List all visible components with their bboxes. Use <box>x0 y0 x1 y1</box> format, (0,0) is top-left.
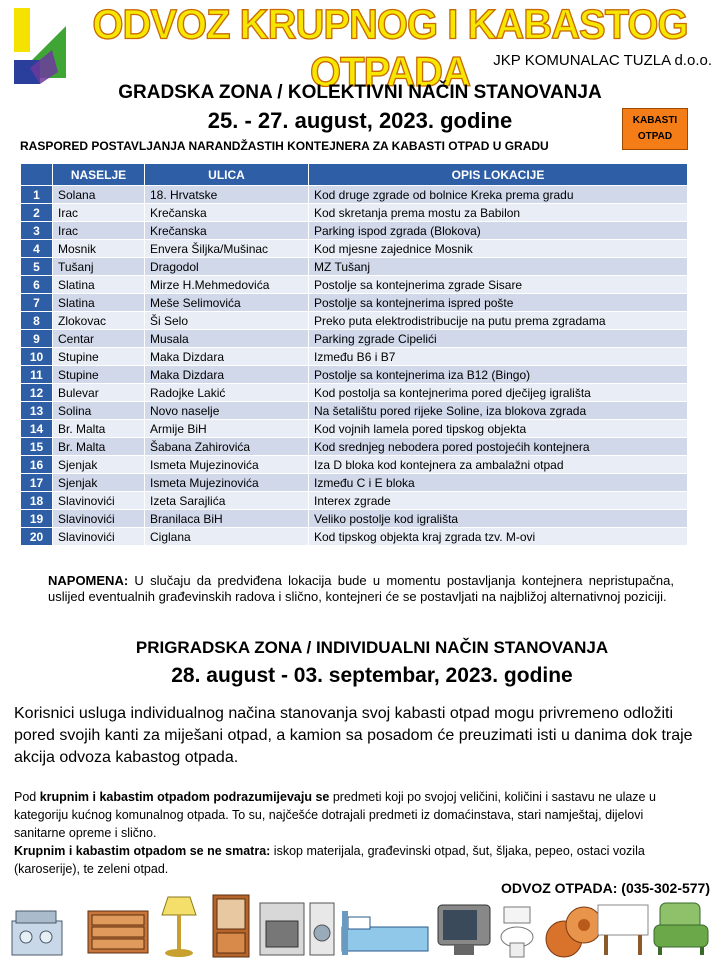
cell-naselje: Stupine <box>53 348 145 366</box>
table-icon <box>598 905 648 955</box>
stove-icon <box>260 903 304 955</box>
cell-number: 9 <box>21 330 53 348</box>
cell-number: 3 <box>21 222 53 240</box>
tv-icon <box>438 905 490 955</box>
schedule-table <box>20 163 688 546</box>
cell-ulica: Ši Selo <box>145 312 309 330</box>
cell-number: 20 <box>21 528 53 546</box>
washing-machine-icon <box>310 903 334 955</box>
cell-naselje: Slavinovići <box>53 510 145 528</box>
column-header-number <box>21 164 53 186</box>
table-row <box>21 528 688 546</box>
suburban-instructions: Korisnici usluga individualnog načina stanovanja svoj kabasti otpad mogu privremeno odložiti pored svojih kanti za miješani otpad, a kamion sa posadom će preuzimati isti u danima dok traje akcija odvoza kabastog otpada. <box>14 705 693 766</box>
cell-ulica: Ismeta Mujezinovića <box>145 456 309 474</box>
suburban-zone-title: PRIGRADSKA ZONA / INDIVIDUALNI NAČIN STANOVANJA <box>135 638 609 657</box>
cell-ulica: Krečanska <box>145 204 309 222</box>
cell-naselje: Mosnik <box>53 240 145 258</box>
waste-items-illustrations <box>8 893 714 959</box>
floor-lamp-icon <box>162 897 196 957</box>
table-row <box>21 402 688 420</box>
definition-bold: krupnim i kabastim otpadom podrazumijevaju se <box>39 790 330 804</box>
cell-ulica: Mirze H.Mehmedovića <box>145 276 309 294</box>
cell-naselje: Br. Malta <box>53 420 145 438</box>
cell-naselje: Bulevar <box>53 384 145 402</box>
cell-naselje: Sjenjak <box>53 456 145 474</box>
definition-prefix: Pod <box>14 790 40 804</box>
cell-opis: Između C i E bloka <box>309 474 688 492</box>
table-row <box>21 348 688 366</box>
cell-naselje: Slavinovići <box>53 528 145 546</box>
cell-naselje: Slavinovići <box>53 492 145 510</box>
cell-opis: Postolje sa kontejnerima iza B12 (Bingo) <box>309 366 688 384</box>
cell-opis: Postolje sa kontejnerima ispred pošte <box>309 294 688 312</box>
cell-naselje: Stupine <box>53 366 145 384</box>
badge-line-1: KABASTI <box>632 115 678 126</box>
cell-ulica: Izeta Sarajlića <box>145 492 309 510</box>
waste-definition <box>14 788 664 878</box>
note-text: U slučaju da predviđena lokacija bude u momentu postavljanja kontejnera nepristupačna, uslijed eventualnih građevinskih radova i slično, kontejneri će se postavljati na najbližoj alternativnoj poziciji. <box>48 573 674 604</box>
main-title: ODVOZ KRUPNOG I KABASTOG OTPADA <box>92 1 688 96</box>
note <box>48 573 674 605</box>
cell-number: 15 <box>21 438 53 456</box>
table-row <box>21 312 688 330</box>
note-label: NAPOMENA: <box>48 573 129 588</box>
cell-opis: Interex zgrade <box>309 492 688 510</box>
cell-opis: Parking ispod zgrada (Blokova) <box>309 222 688 240</box>
cell-ulica: Ismeta Mujezinovića <box>145 474 309 492</box>
table-row <box>21 384 688 402</box>
cell-ulica: Radojke Lakić <box>145 384 309 402</box>
column-header-opis: OPIS LOKACIJE <box>309 164 688 186</box>
rolled-carpet-icon <box>546 907 602 957</box>
suburban-dates: 28. august - 03. septembar, 2023. godine <box>171 664 573 687</box>
cell-ulica: 18. Hrvatske <box>145 186 309 204</box>
cell-ulica: Maka Dizdara <box>145 366 309 384</box>
cabinet-icon <box>213 895 249 957</box>
cell-naselje: Slatina <box>53 276 145 294</box>
cell-number: 10 <box>21 348 53 366</box>
exclusion-bold: Krupnim i kabastim otpadom se ne smatra: <box>14 844 271 858</box>
cell-number: 17 <box>21 474 53 492</box>
schedule-table-body <box>21 186 688 546</box>
cell-number: 1 <box>21 186 53 204</box>
washer-icon <box>12 911 62 955</box>
cell-number: 12 <box>21 384 53 402</box>
cell-ulica: Krečanska <box>145 222 309 240</box>
cell-number: 11 <box>21 366 53 384</box>
cell-opis: Između B6 i B7 <box>309 348 688 366</box>
cell-naselje: Solana <box>53 186 145 204</box>
cell-ulica: Meše Selimovića <box>145 294 309 312</box>
cell-opis: Kod postolja sa kontejnerima pored dječijeg igrališta <box>309 384 688 402</box>
cell-ulica: Šabana Zahirovića <box>145 438 309 456</box>
urban-zone-title: GRADSKA ZONA / KOLEKTIVNI NAČIN STANOVANJA <box>118 82 602 103</box>
bed-icon <box>342 911 428 955</box>
cell-number: 8 <box>21 312 53 330</box>
schedule-subtitle: RASPORED POSTAVLJANJA NARANDŽASTIH KONTEJNERA ZA KABASTI OTPAD U GRADU <box>20 139 549 153</box>
cell-ulica: Armije BiH <box>145 420 309 438</box>
table-row <box>21 186 688 204</box>
table-row <box>21 492 688 510</box>
cell-number: 4 <box>21 240 53 258</box>
cell-naselje: Tušanj <box>53 258 145 276</box>
logo-yellow-bar <box>14 8 30 52</box>
table-row <box>21 330 688 348</box>
table-row <box>21 258 688 276</box>
cell-number: 6 <box>21 276 53 294</box>
cell-number: 2 <box>21 204 53 222</box>
cell-naselje: Irac <box>53 204 145 222</box>
cell-naselje: Irac <box>53 222 145 240</box>
cell-number: 18 <box>21 492 53 510</box>
cell-naselje: Sjenjak <box>53 474 145 492</box>
armchair-icon <box>654 903 708 955</box>
cell-opis: Na šetalištu pored rijeke Soline, iza blokova zgrada <box>309 402 688 420</box>
company-logo <box>10 6 72 86</box>
table-row <box>21 222 688 240</box>
cell-number: 5 <box>21 258 53 276</box>
cell-opis: Veliko postolje kod igrališta <box>309 510 688 528</box>
table-row <box>21 456 688 474</box>
table-row <box>21 510 688 528</box>
container-badge <box>622 108 688 150</box>
cell-opis: Kod vojnih lamela pored tipskog objekta <box>309 420 688 438</box>
exclusion-text: iskop materijala, građevinski otpad, šut, šljaka, pepeo, ostaci vozila (karoserije), te zeleni otpad. <box>14 844 645 876</box>
table-row <box>21 204 688 222</box>
cell-number: 19 <box>21 510 53 528</box>
cell-number: 16 <box>21 456 53 474</box>
table-row <box>21 420 688 438</box>
cell-number: 14 <box>21 420 53 438</box>
definition-text: predmeti koji po svojoj veličini, količini i sastavu ne ulaze u kategoriju kućnog komunalnog otpada. To su, najčešće dotrajali predmeti iz domaćinstava, stari namještaj, dijelovi sanitarne opreme i slično. <box>14 790 656 840</box>
table-header-row <box>21 164 688 186</box>
cell-opis: Parking zgrade Cipelići <box>309 330 688 348</box>
cell-opis: Kod druge zgrade od bolnice Kreka prema gradu <box>309 186 688 204</box>
cell-ulica: Musala <box>145 330 309 348</box>
urban-dates: 25. - 27. august, 2023. godine <box>207 108 513 133</box>
column-header-ulica: ULICA <box>145 164 309 186</box>
cell-opis: Kod skretanja prema mostu za Babilon <box>309 204 688 222</box>
cell-naselje: Solina <box>53 402 145 420</box>
table-row <box>21 240 688 258</box>
cell-opis: Kod srednjeg nebodera pored postojećih kontejnera <box>309 438 688 456</box>
badge-line-2: OTPAD <box>637 131 673 142</box>
table-row <box>21 276 688 294</box>
cell-opis: MZ Tušanj <box>309 258 688 276</box>
table-row <box>21 366 688 384</box>
cell-naselje: Slatina <box>53 294 145 312</box>
cell-opis: Kod mjesne zajednice Mosnik <box>309 240 688 258</box>
table-row <box>21 438 688 456</box>
cell-naselje: Br. Malta <box>53 438 145 456</box>
company-name: JKP KOMUNALAC TUZLA d.o.o. <box>493 52 712 69</box>
table-row <box>21 294 688 312</box>
cell-number: 13 <box>21 402 53 420</box>
cell-ulica: Ciglana <box>145 528 309 546</box>
cell-ulica: Envera Šiljka/Mušinac <box>145 240 309 258</box>
cell-ulica: Branilaca BiH <box>145 510 309 528</box>
cell-opis: Preko puta elektrodistribucije na putu prema zgradama <box>309 312 688 330</box>
cell-ulica: Dragodol <box>145 258 309 276</box>
dresser-icon <box>88 911 148 953</box>
cell-opis: Postolje sa kontejnerima zgrade Sisare <box>309 276 688 294</box>
cell-ulica: Novo naselje <box>145 402 309 420</box>
cell-ulica: Maka Dizdara <box>145 348 309 366</box>
column-header-naselje: NASELJE <box>53 164 145 186</box>
toilet-icon <box>501 907 533 957</box>
cell-opis: Kod tipskog objekta kraj zgrada tzv. M-ovi <box>309 528 688 546</box>
cell-naselje: Zlokovac <box>53 312 145 330</box>
cell-naselje: Centar <box>53 330 145 348</box>
table-row <box>21 474 688 492</box>
cell-opis: Iza D bloka kod kontejnera za ambalažni otpad <box>309 456 688 474</box>
hotline-phone: ODVOZ OTPADA: (035-302-577) <box>500 880 710 896</box>
cell-number: 7 <box>21 294 53 312</box>
